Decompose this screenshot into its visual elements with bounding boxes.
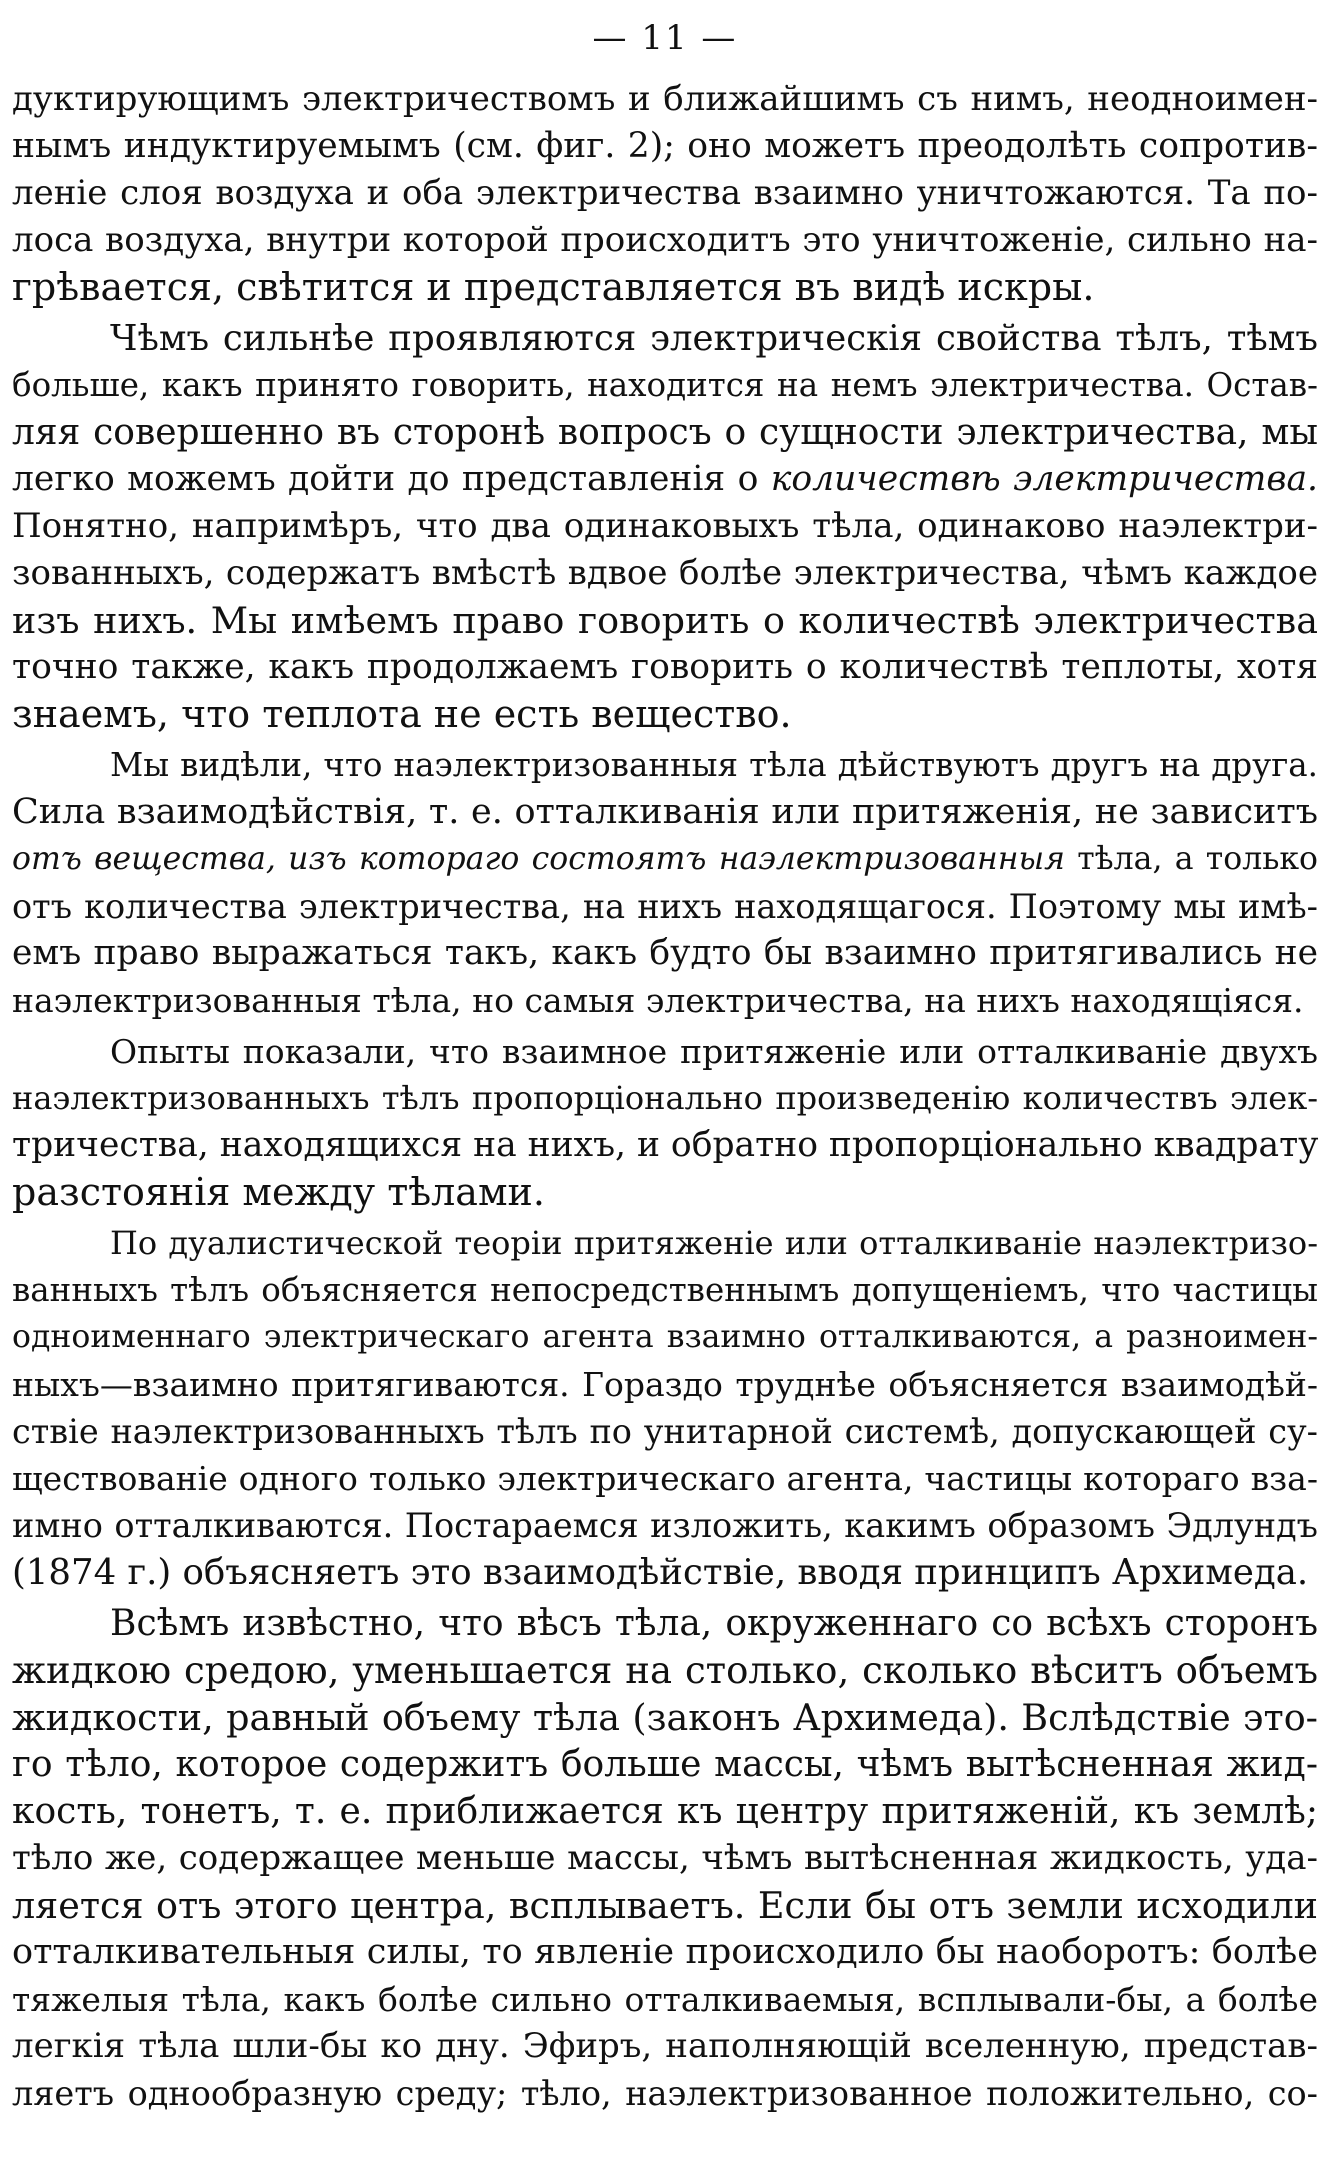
text-line: ляется отъ этого центра, всплываетъ. Если бы отъ земли исходили xyxy=(12,1884,1318,1927)
text-line xyxy=(12,456,1318,503)
text-line: Опыты показали, что взаимное притяженіе или отталкиваніе двухъ xyxy=(110,1032,1318,1071)
text-line: отъ количества электричества, на нихъ находящагося. Поэтому мы имѣ- xyxy=(12,887,1318,926)
body-text xyxy=(12,76,1318,2117)
text-run: легко можемъ дойти до представленія о xyxy=(12,459,771,499)
text-line: Мы видѣли, что наэлектризованныя тѣла дѣйствуютъ другъ на друга. xyxy=(110,746,1318,784)
text-line: тяжелыя тѣла, какъ болѣе сильно отталкиваемыя, всплывали-бы, а болѣе xyxy=(12,1980,1318,2019)
text-line: Чѣмъ сильнѣе проявляются электрическія свойства тѣлъ, тѣмъ xyxy=(110,318,1318,359)
text-line: лоса воздуха, внутри которой происходитъ это уничтоженіе, сильно на- xyxy=(12,220,1318,260)
text-line xyxy=(12,836,1318,883)
text-line: жидкости, равный объему тѣла (законъ Архимеда). Вслѣдствіе это- xyxy=(12,1696,1318,1739)
text-line: По дуалистической теоріи притяженіе или отталкиваніе наэлектризо- xyxy=(110,1224,1318,1262)
text-line: ныхъ—взаимно притягиваются. Гораздо труднѣе объясняется взаимодѣй- xyxy=(12,1365,1318,1404)
italic-text-run: отъ вещества, изъ котораго состоятъ наэлектризованныя xyxy=(12,841,1065,877)
text-line: зованныхъ, содержатъ вмѣстѣ вдвое болѣе электричества, чѣмъ каждое xyxy=(12,553,1318,593)
text-line: ляя совершенно въ сторонѣ вопросъ о сущности электричества, мы xyxy=(12,412,1318,453)
text-line: разстоянія между тѣлами. xyxy=(12,1170,545,1214)
text-line: наэлектризованныхъ тѣлъ пропорціонально произведенію количествъ элек- xyxy=(12,1079,1318,1117)
text-line: больше, какъ принято говорить, находится на немъ электричества. Остав- xyxy=(12,366,1318,404)
text-line: леніе слоя воздуха и оба электричества взаимно уничтожаются. Та по- xyxy=(12,173,1318,213)
text-line: жидкою средою, уменьшается на столько, сколько вѣситъ объемъ xyxy=(12,1649,1318,1692)
text-line: грѣвается, свѣтится и представляется въ видѣ искры. xyxy=(12,265,1095,309)
text-line: нымъ индуктируемымъ (см. фиг. 2); оно можетъ преодолѣть сопротив- xyxy=(12,126,1318,166)
italic-text-run: количествѣ электричества. xyxy=(770,459,1318,499)
text-line: ществованіе одного только электрическаго агента, частицы котораго вза- xyxy=(12,1459,1318,1498)
text-line: имно отталкиваются. Постараемся изложить, какимъ образомъ Эдлундъ xyxy=(12,1506,1318,1545)
text-line: наэлектризованныя тѣла, но самыя электричества, на нихъ находящіяся. xyxy=(12,981,1304,1020)
text-line: тричества, находящихся на нихъ, и обратно пропорціонально квадрату xyxy=(12,1125,1319,1165)
text-run: тѣла, а только xyxy=(1064,841,1319,877)
text-line: ляетъ однообразную среду; тѣло, наэлектризованное положительно, со- xyxy=(12,2074,1318,2113)
text-line: точно также, какъ продолжаемъ говорить о количествѣ теплоты, хотя xyxy=(12,647,1318,687)
text-line: отталкивательныя силы, то явленіе происходило бы наоборотъ: болѣе xyxy=(12,1932,1318,1972)
text-line: ванныхъ тѣлъ объясняется непосредственнымъ допущеніемъ, что частицы xyxy=(12,1271,1318,1309)
text-line: легкія тѣла шли-бы ко дну. Эфиръ, наполняющій вселенную, представ- xyxy=(12,2026,1318,2066)
text-line: (1874 г.) объясняетъ это взаимодѣйствіе, вводя принципъ Архимеда. xyxy=(12,1552,1309,1593)
page-number: — 11 — xyxy=(592,18,738,58)
text-line: емъ право выражаться такъ, какъ будто бы взаимно притягивались не xyxy=(12,933,1318,973)
text-line: Сила взаимодѣйствія, т. е. отталкиванія или притяженія, не зависитъ xyxy=(12,792,1318,832)
text-line: дуктирующимъ электричествомъ и ближайшимъ съ нимъ, неодноимен- xyxy=(12,79,1318,119)
text-line: изъ нихъ. Мы имѣемъ право говорить о количествѣ электричества xyxy=(12,599,1318,642)
text-line: тѣло же, содержащее меньше массы, чѣмъ вытѣсненная жидкость, уда- xyxy=(12,1838,1318,1878)
text-line: ствіе наэлектризованныхъ тѣлъ по унитарной системѣ, допускающей су- xyxy=(12,1412,1318,1451)
text-line: знаемъ, что теплота не есть вещество. xyxy=(12,692,792,736)
text-line: го тѣло, которое содержитъ больше массы, чѣмъ вытѣсненная жид- xyxy=(12,1744,1318,1785)
text-line: Всѣмъ извѣстно, что вѣсъ тѣла, окруженнаго со всѣхъ сторонъ xyxy=(110,1603,1318,1644)
text-line: кость, тонетъ, т. е. приближается къ центру притяженій, къ землѣ; xyxy=(12,1791,1318,1832)
text-line: одноименнаго электрическаго агента взаимно отталкиваются, а разноимен- xyxy=(12,1319,1318,1355)
text-line: Понятно, напримѣръ, что два одинаковыхъ тѣла, одинаково наэлектри- xyxy=(12,506,1318,546)
